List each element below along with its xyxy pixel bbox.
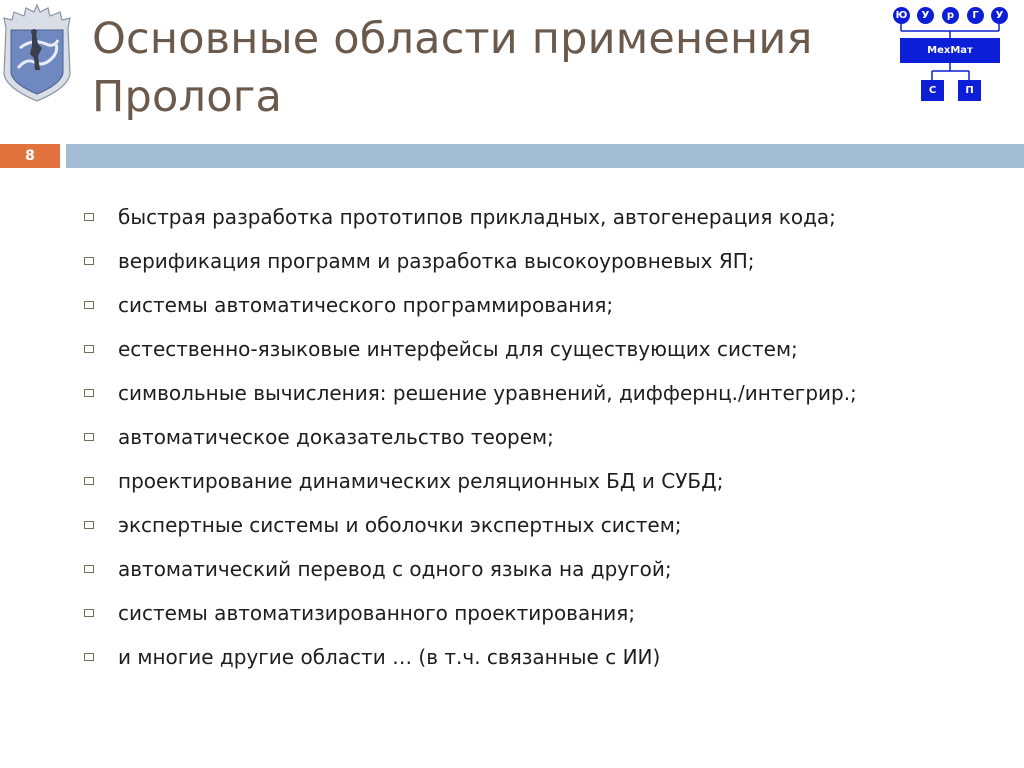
bullet-text: символьные вычисления: решение уравнений, диффернц./интегрир.; bbox=[118, 381, 857, 405]
bullet-text: автоматическое доказательство теорем; bbox=[118, 425, 554, 449]
bullet-text: экспертные системы и оболочки экспертных систем; bbox=[118, 513, 682, 537]
bullet-text: верификация программ и разработка высокоуровневых ЯП; bbox=[118, 249, 755, 273]
bullet-item bbox=[84, 195, 1014, 239]
university-crest-icon bbox=[2, 4, 72, 102]
square-bullet-icon bbox=[84, 345, 94, 353]
title-line-2: Пролога bbox=[92, 72, 283, 122]
logo-letter-s: С bbox=[921, 80, 944, 101]
bullet-list bbox=[84, 195, 1014, 679]
bullet-item bbox=[84, 283, 1014, 327]
page-number: 8 bbox=[0, 144, 60, 168]
square-bullet-icon bbox=[84, 521, 94, 529]
square-bullet-icon bbox=[84, 653, 94, 661]
logo-faculty-label: МехМат bbox=[900, 38, 1000, 63]
square-bullet-icon bbox=[84, 213, 94, 221]
square-bullet-icon bbox=[84, 477, 94, 485]
bullet-text: быстрая разработка прототипов прикладных, автогенерация кода; bbox=[118, 205, 836, 229]
bullet-item bbox=[84, 239, 1014, 283]
logo-letter-p: П bbox=[958, 80, 981, 101]
header-divider-band bbox=[66, 144, 1024, 168]
bullet-text: и многие другие области … (в т.ч. связанные с ИИ) bbox=[118, 645, 661, 669]
logo-letter-5: У bbox=[991, 7, 1008, 24]
bullet-text: проектирование динамических реляционных БД и СУБД; bbox=[118, 469, 724, 493]
title-line-1: Основные области применения bbox=[92, 14, 813, 64]
faculty-logo bbox=[893, 7, 1015, 103]
square-bullet-icon bbox=[84, 565, 94, 573]
bullet-item bbox=[84, 459, 1014, 503]
square-bullet-icon bbox=[84, 433, 94, 441]
logo-letter-3: р bbox=[942, 7, 959, 24]
bullet-text: системы автоматизированного проектирования; bbox=[118, 601, 636, 625]
bullet-item bbox=[84, 503, 1014, 547]
square-bullet-icon bbox=[84, 389, 94, 397]
logo-letter-4: Г bbox=[967, 7, 984, 24]
square-bullet-icon bbox=[84, 301, 94, 309]
bullet-text: естественно-языковые интерфейсы для существующих систем; bbox=[118, 337, 798, 361]
square-bullet-icon bbox=[84, 609, 94, 617]
bullet-item bbox=[84, 591, 1014, 635]
bullet-item bbox=[84, 327, 1014, 371]
logo-letter-2: У bbox=[917, 7, 934, 24]
bullet-text: автоматический перевод с одного языка на другой; bbox=[118, 557, 672, 581]
bullet-item bbox=[84, 415, 1014, 459]
bullet-text: системы автоматического программирования; bbox=[118, 293, 614, 317]
page-title bbox=[92, 10, 882, 126]
bullet-item bbox=[84, 635, 1014, 679]
bullet-item bbox=[84, 547, 1014, 591]
logo-letter-1: Ю bbox=[893, 7, 910, 24]
bullet-item bbox=[84, 371, 1014, 415]
square-bullet-icon bbox=[84, 257, 94, 265]
